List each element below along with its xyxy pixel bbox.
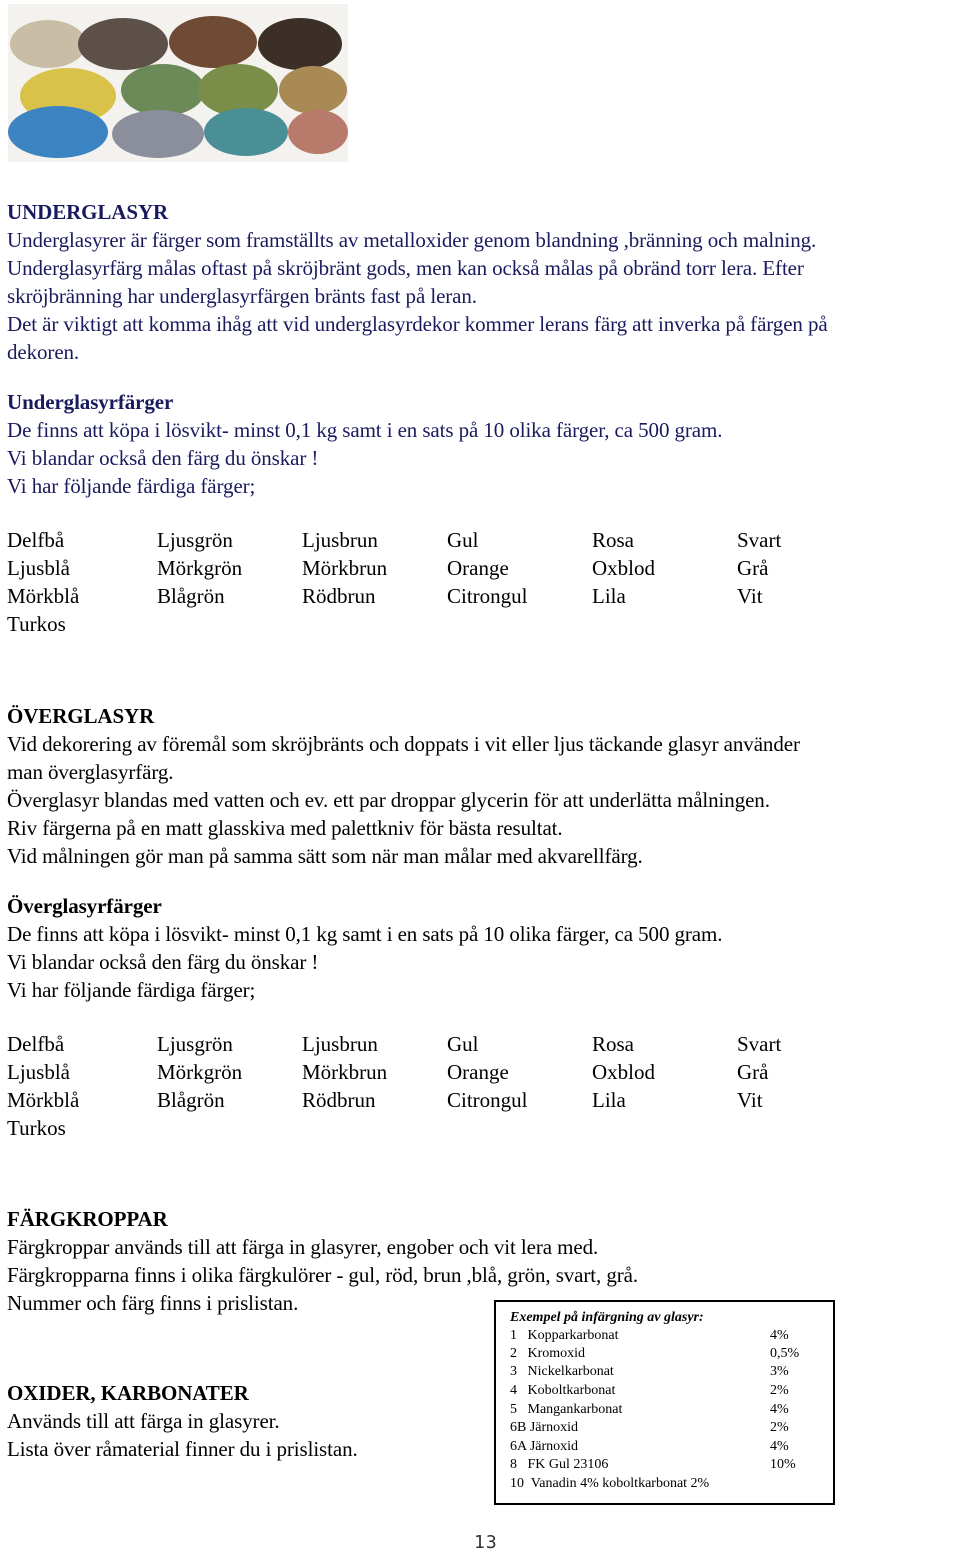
color-row <box>7 526 882 554</box>
color-name: Blågrön <box>157 1088 225 1112</box>
underglasyrfarger-heading: Underglasyrfärger <box>7 390 174 414</box>
example-label: 4 Koboltkarbonat <box>510 1383 616 1398</box>
color-name: Lila <box>592 584 626 608</box>
example-label: 6B Järnoxid <box>510 1420 579 1435</box>
color-name: Lila <box>592 1088 626 1112</box>
color-name: Ljusgrön <box>157 528 233 552</box>
color-name: Svart <box>737 528 782 552</box>
underglasyr-heading: UNDERGLASYR <box>7 200 169 224</box>
example-pct: 10% <box>770 1457 796 1472</box>
example-label: 8 FK Gul 23106 <box>510 1457 609 1472</box>
color-name: Rödbrun <box>302 584 376 608</box>
overglasyrfarger-line-2: Vi blandar också den färg du önskar ! <box>7 950 319 974</box>
underglasyr-section <box>7 198 828 366</box>
underglasyr-line-4: Det är viktigt att komma ihåg att vid underglasyrdekor kommer lerans färg att inverka på färgen på <box>7 312 828 336</box>
color-name: Mörkblå <box>7 584 80 608</box>
color-name: Ljusbrun <box>302 1032 378 1056</box>
color-name: Vit <box>737 584 763 608</box>
overglasyr-line-1: Vid dekorering av föremål som skröjbränts och doppats i vit eller ljus täckande glasyr använder <box>7 732 800 756</box>
example-pct: 4% <box>770 1328 789 1343</box>
example-row <box>510 1328 618 1346</box>
overglasyr-line-2: man överglasyrfärg. <box>7 760 174 784</box>
color-name: Citrongul <box>447 1088 528 1112</box>
example-row <box>510 1402 622 1420</box>
color-name: Rosa <box>592 528 634 552</box>
color-row <box>7 1030 882 1058</box>
color-name: Mörkgrön <box>157 556 243 580</box>
example-row <box>510 1364 614 1382</box>
color-name: Orange <box>447 1060 509 1084</box>
color-name: Oxblod <box>592 1060 655 1084</box>
color-name: Svart <box>737 1032 782 1056</box>
overglasyr-heading: ÖVERGLASYR <box>7 704 155 728</box>
overglasyr-line-4: Riv färgerna på en matt glasskiva med palettkniv för bästa resultat. <box>7 816 563 840</box>
overglasyrfarger-heading: Överglasyrfärger <box>7 894 162 918</box>
underglasyr-color-list <box>7 526 882 638</box>
oxider-section <box>7 1379 358 1463</box>
underglasyrfarger-line-3: Vi har följande färdiga färger; <box>7 474 256 498</box>
color-name: Oxblod <box>592 556 655 580</box>
example-label: 1 Kopparkarbonat <box>510 1328 619 1343</box>
color-row <box>7 582 882 610</box>
overglasyr-color-list <box>7 1030 882 1142</box>
color-name: Mörkblå <box>7 1088 80 1112</box>
color-name: Blågrön <box>157 584 225 608</box>
color-name: Delfbå <box>7 528 65 552</box>
color-name: Ljusgrön <box>157 1032 233 1056</box>
color-name: Grå <box>737 1060 769 1084</box>
glaze-coloring-example-box <box>494 1300 835 1505</box>
example-row <box>510 1476 709 1494</box>
underglasyr-line-2: Underglasyrfärg målas oftast på skröjbränt gods, men kan också målas på obränd torr lera. Efter <box>7 256 804 280</box>
color-name: Mörkbrun <box>302 556 388 580</box>
example-row <box>510 1457 608 1475</box>
example-row <box>510 1439 578 1457</box>
color-name: Turkos <box>7 1116 66 1140</box>
oxider-line-2: Lista över råmaterial finner du i prislistan. <box>7 1437 358 1461</box>
color-name: Ljusblå <box>7 1060 70 1084</box>
example-box-caption: Exempel på infärgning av glasyr: <box>510 1310 704 1325</box>
color-row <box>7 610 882 638</box>
color-name: Turkos <box>7 612 66 636</box>
color-name: Ljusbrun <box>302 528 378 552</box>
example-pct: 2% <box>770 1383 789 1398</box>
example-pct: 4% <box>770 1402 789 1417</box>
color-row <box>7 1086 882 1114</box>
color-name: Citrongul <box>447 584 528 608</box>
fargkroppar-line-1: Färgkroppar används till att färga in glasyrer, engober och vit lera med. <box>7 1235 599 1259</box>
color-name: Gul <box>447 1032 479 1056</box>
example-row <box>510 1420 578 1438</box>
color-name: Gul <box>447 528 479 552</box>
overglasyrfarger-line-1: De finns att köpa i lösvikt- minst 0,1 kg samt i en sats på 10 olika färger, ca 500 gram. <box>7 922 723 946</box>
color-row <box>7 1058 882 1086</box>
underglasyr-line-5: dekoren. <box>7 340 80 364</box>
underglasyrfarger-section <box>7 388 722 500</box>
color-name: Mörkbrun <box>302 1060 388 1084</box>
overglasyrfarger-section <box>7 892 722 1004</box>
color-name: Orange <box>447 556 509 580</box>
oxider-line-1: Används till att färga in glasyrer. <box>7 1409 280 1433</box>
underglasyr-line-3: skröjbränning har underglasyrfärgen bränts fast på leran. <box>7 284 477 308</box>
color-row <box>7 1114 882 1142</box>
example-row <box>510 1346 585 1364</box>
color-name: Grå <box>737 556 769 580</box>
example-label: 2 Kromoxid <box>510 1346 586 1361</box>
color-row <box>7 554 882 582</box>
color-name: Vit <box>737 1088 763 1112</box>
example-pct: 0,5% <box>770 1346 800 1361</box>
color-name: Delfbå <box>7 1032 65 1056</box>
example-row <box>510 1383 615 1401</box>
color-name: Rosa <box>592 1032 634 1056</box>
color-name: Ljusblå <box>7 556 70 580</box>
example-label: 5 Mangankarbonat <box>510 1402 623 1417</box>
overglasyrfarger-line-3: Vi har följande färdiga färger; <box>7 978 256 1002</box>
page-number: 13 <box>474 1532 498 1553</box>
example-pct: 4% <box>770 1439 789 1454</box>
fargkroppar-line-2: Färgkropparna finns i olika färgkulörer - gul, röd, brun ,blå, grön, svart, grå. <box>7 1263 638 1287</box>
color-name: Mörkgrön <box>157 1060 243 1084</box>
fargkroppar-line-3: Nummer och färg finns i prislistan. <box>7 1291 299 1315</box>
overglasyr-line-5: Vid målningen gör man på samma sätt som när man målar med akvarellfärg. <box>7 844 643 868</box>
pigment-powders-image <box>8 4 348 162</box>
overglasyr-line-3: Överglasyr blandas med vatten och ev. ett par droppar glycerin för att underlätta målningen. <box>7 788 770 812</box>
example-pct: 2% <box>770 1420 789 1435</box>
fargkroppar-heading: FÄRGKROPPAR <box>7 1207 168 1231</box>
underglasyrfarger-line-1: De finns att köpa i lösvikt- minst 0,1 kg samt i en sats på 10 olika färger, ca 500 gram. <box>7 418 723 442</box>
overglasyr-section <box>7 702 800 870</box>
color-name: Rödbrun <box>302 1088 376 1112</box>
example-pct: 3% <box>770 1364 789 1379</box>
underglasyr-line-1: Underglasyrer är färger som framställts av metalloxider genom blandning ,bränning och malning. <box>7 228 817 252</box>
example-label: 3 Nickelkarbonat <box>510 1364 614 1379</box>
example-label: 10 Vanadin 4% koboltkarbonat 2% <box>510 1476 710 1491</box>
example-label: 6A Järnoxid <box>510 1439 579 1454</box>
underglasyrfarger-line-2: Vi blandar också den färg du önskar ! <box>7 446 319 470</box>
oxider-heading: OXIDER, KARBONATER <box>7 1381 249 1405</box>
